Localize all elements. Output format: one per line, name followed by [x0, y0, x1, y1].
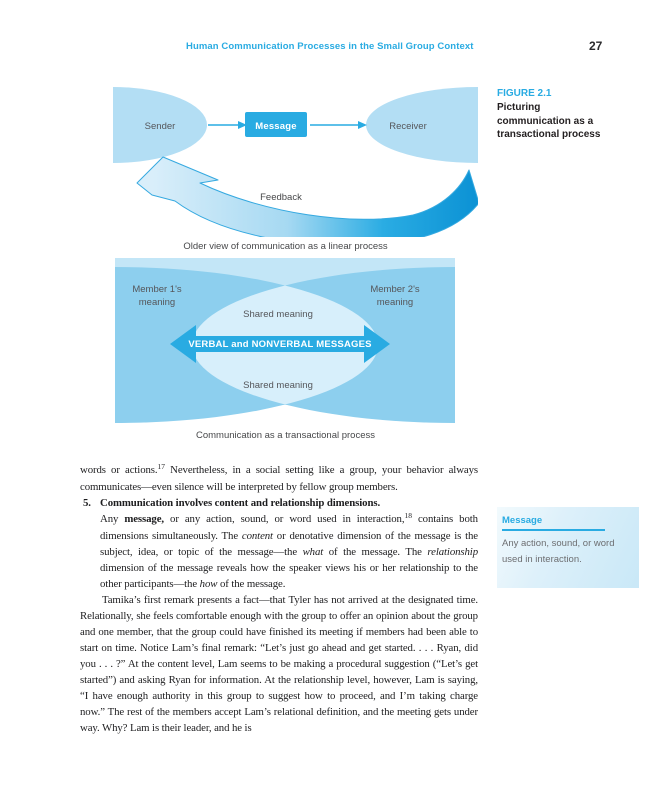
numbered-item-5: [80, 495, 478, 592]
member2-label-line1: Member 2's: [370, 284, 420, 295]
glossary-definition: Any action, sound, or word used in interaction.: [502, 538, 615, 565]
member1-label-line1: Member 1's: [132, 284, 182, 295]
item-5-heading: Communication involves content and relationship dimensions.: [100, 497, 381, 509]
transactional-communication-diagram: [115, 258, 455, 425]
member2-label-line2: meaning: [376, 297, 414, 308]
item-number: 5.: [83, 497, 91, 509]
glossary-box-message: [497, 507, 639, 588]
linear-communication-diagram: [113, 85, 478, 237]
sender-label: Sender: [144, 121, 176, 132]
linear-diagram-caption: Older view of communication as a linear process: [183, 241, 388, 252]
body-text-column: [80, 462, 478, 736]
message-label: Message: [255, 121, 297, 132]
paragraph-continuation: words or actions.$^{17}$ Nevertheless, in a social setting like a group, your behavior always communicates—even silence will be interpreted by fellow group members.: [80, 462, 478, 493]
feedback-arrow: [137, 157, 478, 237]
figure-label-block: [497, 88, 609, 142]
transactional-diagram-caption: Communication as a transactional process: [195, 430, 375, 441]
paragraph-tamika: Tamika’s first remark presents a fact—that Tyler has not arrived at the designated time. Relationally, she feels comfortable enough with the group to offer an opinion about the group and one member, that the group could have finished its meeting if members had been able to start on time. Notice Lam’s final remark: “Let’s just go ahead and get started. . . . Ryan, did you . . . ?” At the content level, Lam seems to be making a procedural suggestion (“Let’s get started”) and asking Ryan for information. At the relationship level, however, Lam is saying, “I have enough authority in this group to suggest how to proceed, and I’m taking charge now.” The rest of the members accept Lam’s relational definition, and the meeting gets under way. Why? Lam is their leader, and he is: [80, 594, 478, 734]
running-header-title: Human Communication Processes in the Small Group Context: [186, 41, 474, 52]
glossary-rule: [502, 529, 605, 531]
page-number: 27: [589, 39, 603, 53]
verbal-nonverbal-label: VERBAL and NONVERBAL MESSAGES: [188, 339, 372, 350]
receiver-label: Receiver: [389, 121, 427, 132]
receiver-arrowhead: [358, 121, 367, 129]
shared-meaning-bottom-label: Shared meaning: [243, 380, 313, 391]
member1-label-line2: meaning: [138, 297, 176, 308]
glossary-term: Message: [502, 515, 543, 526]
figure-caption: Picturing communication as a transactional process: [497, 102, 601, 140]
figure-number: FIGURE 2.1: [497, 88, 552, 99]
feedback-label: Feedback: [260, 192, 302, 203]
shared-meaning-top-label: Shared meaning: [243, 309, 313, 320]
item-5-body: Any message, or any action, sound, or word used in interaction,$^{18}$ contains both dimensions simultaneously. The content or denotative dimension of the message is the subject, idea, or topic of the message—the what of the message. The relationship dimension of the message reveals how the speaker views his or her relationship to the other participants—the how of the message.: [100, 511, 479, 590]
